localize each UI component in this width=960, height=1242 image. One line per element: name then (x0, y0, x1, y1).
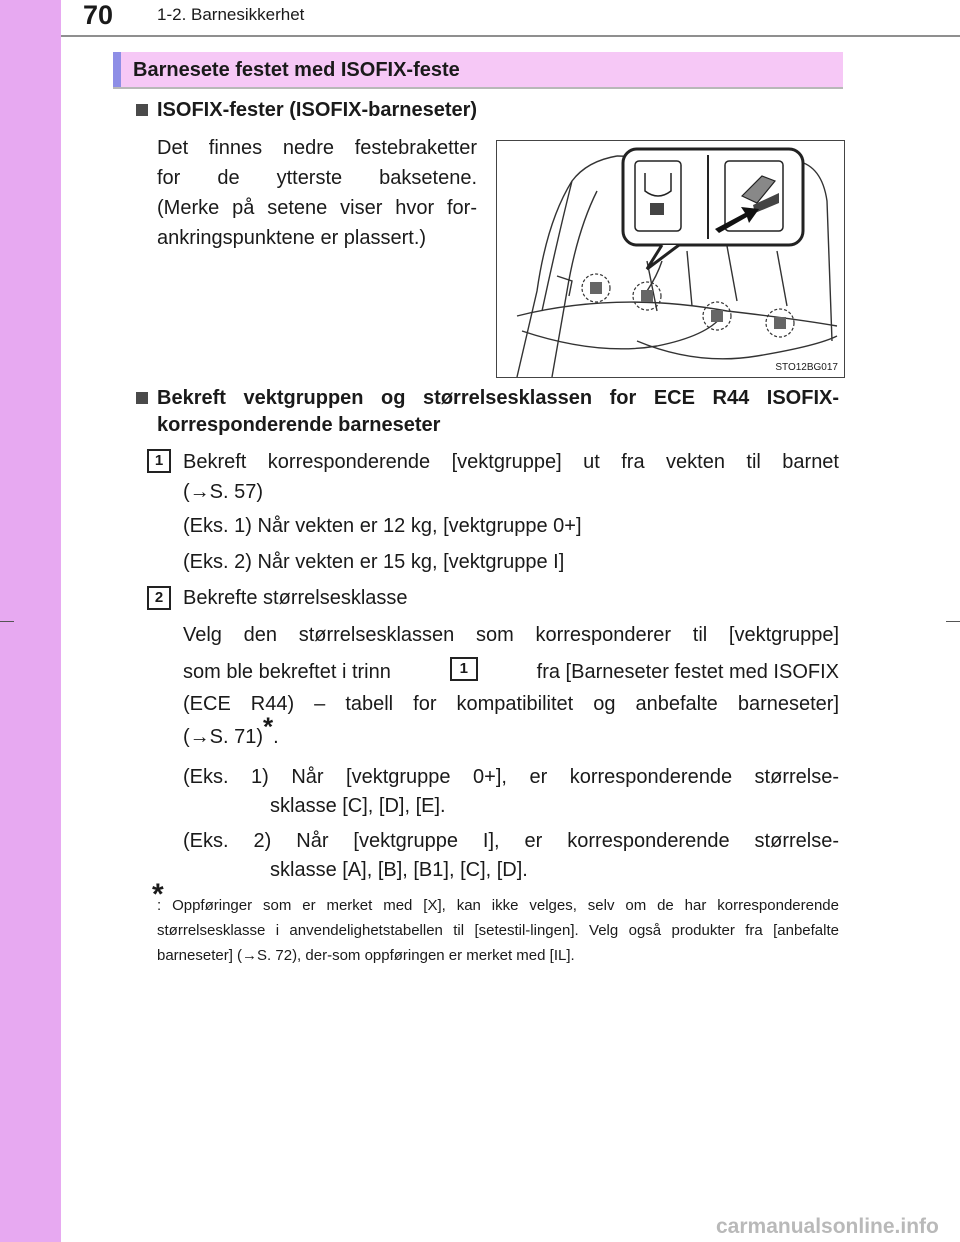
step-1-example-1: (Eks. 1) Når vekten er 12 kg, [vektgruppe 0+] (183, 515, 582, 537)
crop-mark-left (0, 621, 14, 622)
line-4-period: . (273, 726, 279, 748)
page-reference: (→S. 71) (183, 726, 264, 748)
seat-drawing (497, 141, 844, 377)
watermark: carmanualsonline.info (716, 1215, 939, 1238)
block1-line-1: Det finnes nedre festebraketter (157, 137, 477, 159)
bullet-icon (136, 104, 148, 116)
figure-code: STO12BG017 (775, 362, 838, 373)
step-2-line-1: Velg den størrelsesklassen som korresponderer til [vektgruppe] (183, 624, 839, 646)
step-2-line-2-end: fra [Barneseter festet med ISOFIX (536, 661, 839, 683)
page-number: 70 (83, 0, 114, 30)
step-2-example-2-line-1: (Eks. 2) Når [vektgruppe I], er korresponderende størrelse- (183, 830, 839, 852)
confirm-heading-line-2: korresponderende barneseter (157, 414, 441, 436)
step-2-line-3: (ECE R44) – tabell for kompatibilitet og anbefalte barneseter] (183, 693, 839, 715)
bullet-icon (136, 392, 148, 404)
step-2-example-2-line-2: sklasse [A], [B], [B1], [C], [D]. (270, 859, 528, 881)
chapter-title: 1-2. Barnesikkerhet (157, 5, 305, 24)
step-2-title: Bekrefte størrelsesklasse (183, 587, 408, 609)
step-1-badge: 1 (147, 449, 171, 473)
step-2-example-1-line-2: sklasse [C], [D], [E]. (270, 795, 446, 817)
step-1-example-2: (Eks. 2) Når vekten er 15 kg, [vektgruppe I] (183, 551, 565, 573)
asterisk-marker: * (263, 711, 274, 742)
isofix-seat-illustration (496, 140, 845, 378)
header-divider (61, 35, 960, 37)
step-2-badge: 2 (147, 586, 171, 610)
step-2-example-1-line-1: (Eks. 1) Når [vektgruppe 0+], er korresponderende størrelse- (183, 766, 839, 788)
step-2-line-2 (183, 657, 839, 687)
block1-line-4: ankringspunktene er plassert.) (157, 227, 427, 249)
section-title: Barnesete festet med ISOFIX-feste (133, 59, 460, 81)
step-2-line-2-start: som ble bekreftet i trinn (183, 661, 391, 683)
confirm-heading-line-1: Bekreft vektgruppen og størrelsesklassen for ECE R44 ISOFIX- (157, 387, 839, 409)
step-1-line-1: Bekreft korresponderende [vektgruppe] ut fra vekten til barnet (183, 451, 839, 473)
block1-line-2: for de ytterste baksetene. (157, 167, 477, 189)
section-accent (113, 52, 121, 87)
step-2-line-4 (183, 711, 279, 752)
step-ref-badge: 1 (450, 657, 478, 681)
block1-line-3: (Merke på setene viser hvor for- (157, 197, 477, 219)
footnote-text: : Oppføringer som er merket med [X], kan ikke velges, selv om de har korresponderende størrelsesklasse i anvendelighetstabellen til [setestil-lingen]. Velg også produkter fra [anbefalte barneseter] (→S. 72), der-som oppføringen er merket med [IL]. (157, 897, 839, 964)
section-title-bar (113, 52, 843, 89)
step-1-line-2: (→S. 57) (183, 481, 264, 503)
footnote-asterisk: * (152, 878, 164, 911)
crop-mark-right (946, 621, 960, 622)
isofix-heading: ISOFIX-fester (ISOFIX-barneseter) (157, 99, 478, 121)
